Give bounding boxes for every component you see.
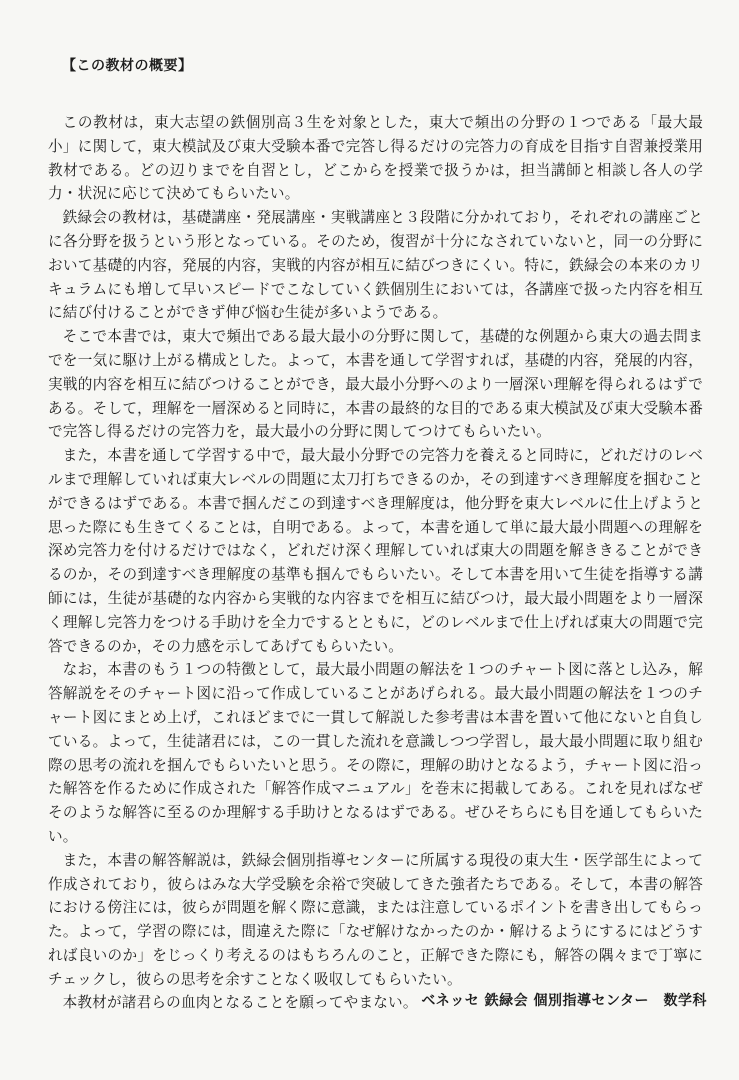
paragraph-5: なお，本書のもう１つの特徴として，最大最小問題の解法を１つのチャート図に落とし込み，解答解説をそのチャート図に沿って作成していることがあげられる。最大最小問題の解法を１つのチャート図にまとめ上げ，これほどまでに一貫して解説した参考書は本書を置いて他にないと自負している。よって，生徒諸君には，この一貫した流れを意識しつつ学習し，最大最小問題に取り組む際の思考の流れを掴んでもらいたいと思う。その際に，理解の助けとなるよう，チャート図に沿った解答を作るために作成された「解答作成マニュアル」を巻末に掲載してある。これを見ればなぜそのような解答に至るのか理解する手助けとなるはずである。ぜひそちらにも目を通してもらいたい。 [48,661,703,845]
signature: ベネッセ 鉄緑会 個別指導センター 数学科 [421,993,707,1009]
paragraph-7: 本教材が諸君らの血肉となることを願ってやまない。 [62,994,418,1012]
paragraph-6: また，本書の解答解説は，鉄緑会個別指導センターに所属する現役の東大生・医学部生によって作成されており，彼らはみな大学受験を余裕で突破してきた強者たちである。そして，本書の解答における傍注には，彼らが問題を解く際に意識，または注意しているポイントを書き出してもらった。よって，学習の際には，間違えた際に「なぜ解けなかったのか・解けるようにするにはどうすれば良いのか」をじっくり考えるのはもちろんのこと，正解できた際にも，解答の隅々まで丁寧にチェックし，彼らの思考を余すことなく吸収してもらいたい。 [48,851,703,988]
paragraph-3: そこで本書では，東大で頻出である最大最小の分野に関して，基礎的な例題から東大の過去問までを一気に駆け上がる構成とした。よって，本書を通して学習すれば，基礎的内容，発展的内容，実戦的内容を相互に結びつけることができ，最大最小分野へのより一層深い理解を得られるはずである。そして，理解を一層深めると同時に，本書の最終的な目的である東大模試及び東大受験本番で完答し得るだけの完答力を，最大最小の分野に関してつけてもらいたい。 [48,328,703,441]
paragraph-4: また，本書を通して学習する中で，最大最小分野での完答力を養えると同時に，どれだけのレベルまで理解していれば東大レベルの問題に太刀打ちできるのか，その到達すべき理解度を掴むことができるはずである。本書で掴んだこの到達すべき理解度は，他分野を東大レベルに仕上げようと思った際にも生きてくることは，自明である。よって，本書を通して単に最大最小問題への理解を深め完答力を付けるだけではなく，どれだけ深く理解していれば東大の問題を解ききることができるのか，その到達すべき理解度の基準も掴んでもらいたい。そして本書を用いて生徒を指導する講師には，生徒が基礎的な内容から実戦的な内容までを相互に結びつけ，最大最小問題をより一層深く理解し完答力をつける手助けを全力でするとともに，どのレベルまで仕上げれば東大の問題で完答できるのか，その力感を示してあげてもらいたい。 [48,447,703,655]
section-heading: 【この教材の概要】 [62,58,193,74]
paragraph-2: 鉄緑会の教材は，基礎講座・発展講座・実戦講座と３段階に分かれており，それぞれの講座ごとに各分野を扱うという形となっている。そのため，復習が十分になされていないと，同一の分野において基礎的内容，発展的内容，実戦的内容が相互に結びつきにくい。特に，鉄緑会の本来のカリキュラムにも増して早いスピードでこなしていく鉄個別生においては，各講座で扱った内容を相互に結び付けることができず伸び悩む生徒が多いようである。 [48,209,703,322]
overview-body [48,111,703,1015]
paragraph-1: この教材は，東大志望の鉄個別高３生を対象とした，東大で頻出の分野の１つである「最大最小」に関して，東大模試及び東大受験本番で完答し得るだけの完答力の育成を目指す自習兼授業用教材である。どの辺りまでを自習とし，どこからを授業で扱うかは，担当講師と相談し各人の学力・状況に応じて決めてもらいたい。 [48,114,703,203]
